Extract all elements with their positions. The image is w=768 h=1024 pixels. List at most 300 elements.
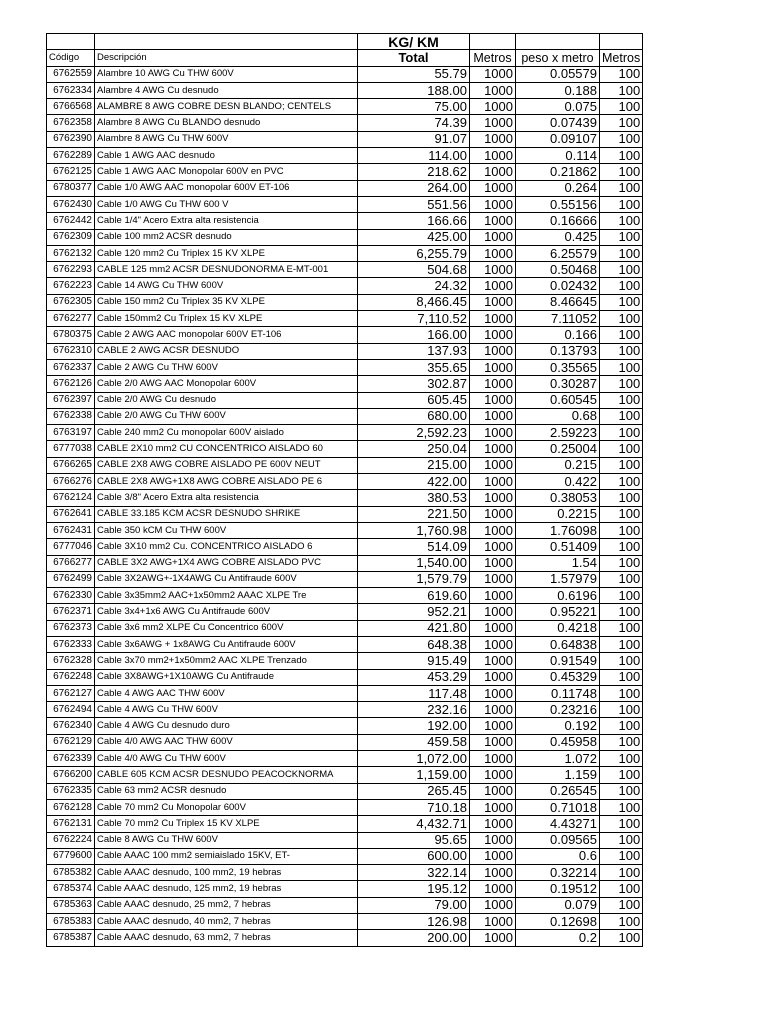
code-cell: 6762338 — [47, 408, 95, 424]
description-cell: CABLE 3X2 AWG+1X4 AWG COBRE AISLADO PVC — [95, 555, 358, 571]
metros2-cell: 100 — [600, 914, 643, 930]
code-cell: 6762333 — [47, 636, 95, 652]
code-cell: 6766265 — [47, 457, 95, 473]
table-row — [47, 408, 643, 424]
peso-cell: 1.159 — [516, 767, 600, 783]
kg-km-header: KG/ KM — [358, 34, 470, 50]
table-row — [47, 131, 643, 147]
description-cell: Cable 8 AWG Cu THW 600V — [95, 832, 358, 848]
code-cell: 6766276 — [47, 474, 95, 490]
total-cell: 605.45 — [358, 392, 470, 408]
code-cell: 6762371 — [47, 604, 95, 620]
table-row — [47, 653, 643, 669]
description-cell: Cable 1 AWG AAC Monopolar 600V en PVC — [95, 164, 358, 180]
description-cell: Cable 100 mm2 ACSR desnudo — [95, 229, 358, 245]
metros-cell: 1000 — [470, 571, 516, 587]
description-cell: Cable 3x4+1x6 AWG Cu Antifraude 600V — [95, 604, 358, 620]
total-cell: 1,540.00 — [358, 555, 470, 571]
metros2-cell: 100 — [600, 213, 643, 229]
metros-cell: 1000 — [470, 82, 516, 98]
metros-cell: 1000 — [470, 245, 516, 261]
peso-cell: 0.07439 — [516, 115, 600, 131]
metros-cell: 1000 — [470, 620, 516, 636]
metros2-cell: 100 — [600, 848, 643, 864]
code-cell: 6762131 — [47, 816, 95, 832]
code-cell: 6762559 — [47, 66, 95, 82]
description-cell: Cable AAAC desnudo, 25 mm2, 7 hebras — [95, 897, 358, 913]
metros-cell: 1000 — [470, 474, 516, 490]
peso-cell: 0.21862 — [516, 164, 600, 180]
table-row — [47, 571, 643, 587]
metros2-cell: 100 — [600, 783, 643, 799]
metros2-cell: 100 — [600, 66, 643, 82]
metros2-cell: 100 — [600, 669, 643, 685]
peso-cell: 1.57979 — [516, 571, 600, 587]
total-cell: 1,072.00 — [358, 751, 470, 767]
table-row — [47, 588, 643, 604]
blank-cell — [600, 34, 643, 50]
metros2-cell: 100 — [600, 99, 643, 115]
peso-cell: 7.11052 — [516, 311, 600, 327]
code-cell: 6780375 — [47, 327, 95, 343]
description-cell: Cable 350 kCM Cu THW 600V — [95, 522, 358, 538]
blank-cell — [95, 34, 358, 50]
table-row — [47, 229, 643, 245]
total-cell: 619.60 — [358, 588, 470, 604]
metros2-cell: 100 — [600, 180, 643, 196]
metros-cell: 1000 — [470, 441, 516, 457]
metros-cell: 1000 — [470, 148, 516, 164]
total-cell: 265.45 — [358, 783, 470, 799]
code-cell: 6762129 — [47, 734, 95, 750]
metros-cell: 1000 — [470, 164, 516, 180]
total-cell: 195.12 — [358, 881, 470, 897]
total-cell: 24.32 — [358, 278, 470, 294]
peso-cell: 0.23216 — [516, 702, 600, 718]
code-cell: 6762127 — [47, 685, 95, 701]
metros-cell: 1000 — [470, 278, 516, 294]
total-cell: 166.00 — [358, 327, 470, 343]
peso-cell: 0.60545 — [516, 392, 600, 408]
code-cell: 6762309 — [47, 229, 95, 245]
total-cell: 1,579.79 — [358, 571, 470, 587]
metros2-cell: 100 — [600, 832, 643, 848]
metros-cell: 1000 — [470, 930, 516, 946]
metros2-cell: 100 — [600, 734, 643, 750]
metros-cell: 1000 — [470, 783, 516, 799]
table-row — [47, 490, 643, 506]
code-cell: 6762397 — [47, 392, 95, 408]
total-cell: 200.00 — [358, 930, 470, 946]
table-row — [47, 425, 643, 441]
metros-cell: 1000 — [470, 213, 516, 229]
peso-cell: 4.43271 — [516, 816, 600, 832]
total-cell: 8,466.45 — [358, 294, 470, 310]
table-row — [47, 914, 643, 930]
peso-cell: 0.13793 — [516, 343, 600, 359]
total-cell: 952.21 — [358, 604, 470, 620]
code-cell: 6762132 — [47, 245, 95, 261]
total-cell: 192.00 — [358, 718, 470, 734]
peso-cell: 6.25579 — [516, 245, 600, 261]
table-row — [47, 636, 643, 652]
total-cell: 600.00 — [358, 848, 470, 864]
metros2-cell: 100 — [600, 164, 643, 180]
table-row — [47, 457, 643, 473]
description-cell: CABLE 2 AWG ACSR DESNUDO — [95, 343, 358, 359]
description-cell: Cable 3/8" Acero Extra alta resistencia — [95, 490, 358, 506]
metros2-cell: 100 — [600, 327, 643, 343]
metros2-cell: 100 — [600, 196, 643, 212]
table-row — [47, 930, 643, 946]
metros2-cell: 100 — [600, 457, 643, 473]
total-cell: 6,255.79 — [358, 245, 470, 261]
code-cell: 6763197 — [47, 425, 95, 441]
code-cell: 6762430 — [47, 196, 95, 212]
table-row — [47, 620, 643, 636]
code-cell: 6762126 — [47, 376, 95, 392]
description-cell: Alambre 8 AWG Cu THW 600V — [95, 131, 358, 147]
metros-cell: 1000 — [470, 799, 516, 815]
table-row — [47, 474, 643, 490]
table-row — [47, 816, 643, 832]
peso-cell: 0.425 — [516, 229, 600, 245]
description-cell: Cable 1 AWG AAC desnudo — [95, 148, 358, 164]
metros2-cell: 100 — [600, 865, 643, 881]
metros-cell: 1000 — [470, 685, 516, 701]
metros2-cell: 100 — [600, 555, 643, 571]
peso-cell: 0.114 — [516, 148, 600, 164]
total-cell: 117.48 — [358, 685, 470, 701]
description-cell: Cable 3X2AWG+-1X4AWG Cu Antifraude 600V — [95, 571, 358, 587]
description-cell: ALAMBRE 8 AWG COBRE DESN BLANDO; CENTELS — [95, 99, 358, 115]
code-cell: 6762293 — [47, 262, 95, 278]
description-cell: CABLE 33.185 KCM ACSR DESNUDO SHRIKE — [95, 506, 358, 522]
peso-cell: 0.4218 — [516, 620, 600, 636]
metros2-cell: 100 — [600, 588, 643, 604]
metros-cell: 1000 — [470, 457, 516, 473]
description-cell: Cable 3x70 mm2+1x50mm2 AAC XLPE Trenzado — [95, 653, 358, 669]
table-row — [47, 213, 643, 229]
table-row — [47, 262, 643, 278]
description-cell: CABLE 125 mm2 ACSR DESNUDONORMA E-MT-001 — [95, 262, 358, 278]
peso-cell: 0.55156 — [516, 196, 600, 212]
metros2-cell: 100 — [600, 262, 643, 278]
peso-cell: 0.12698 — [516, 914, 600, 930]
metros-cell: 1000 — [470, 555, 516, 571]
blank-cell — [470, 34, 516, 50]
code-cell: 6762334 — [47, 82, 95, 98]
peso-cell: 0.68 — [516, 408, 600, 424]
metros-cell: 1000 — [470, 327, 516, 343]
code-cell: 6785387 — [47, 930, 95, 946]
total-cell: 710.18 — [358, 799, 470, 815]
total-cell: 504.68 — [358, 262, 470, 278]
metros2-cell: 100 — [600, 751, 643, 767]
code-cell: 6762358 — [47, 115, 95, 131]
description-cell: Cable 4/0 AWG AAC THW 600V — [95, 734, 358, 750]
code-cell: 6785383 — [47, 914, 95, 930]
metros2-cell: 100 — [600, 425, 643, 441]
code-cell: 6785374 — [47, 881, 95, 897]
table-row — [47, 718, 643, 734]
metros2-cell: 100 — [600, 343, 643, 359]
peso-cell: 0.075 — [516, 99, 600, 115]
description-cell: CABLE 2X8 AWG COBRE AISLADO PE 600V NEUT — [95, 457, 358, 473]
metros-cell: 1000 — [470, 229, 516, 245]
code-cell: 6762442 — [47, 213, 95, 229]
peso-cell: 0.26545 — [516, 783, 600, 799]
description-cell: Cable 1/0 AWG AAC monopolar 600V ET-106 — [95, 180, 358, 196]
description-cell: Cable 14 AWG Cu THW 600V — [95, 278, 358, 294]
total-cell: 322.14 — [358, 865, 470, 881]
metros2-cell: 100 — [600, 522, 643, 538]
peso-cell: 0.2 — [516, 930, 600, 946]
table-row — [47, 359, 643, 375]
table-row — [47, 164, 643, 180]
code-cell: 6762431 — [47, 522, 95, 538]
metros-cell: 1000 — [470, 539, 516, 555]
metros-cell: 1000 — [470, 294, 516, 310]
metros2-cell: 100 — [600, 490, 643, 506]
metros2-cell: 100 — [600, 685, 643, 701]
peso-cell: 0.215 — [516, 457, 600, 473]
peso-cell: 0.166 — [516, 327, 600, 343]
table-row — [47, 539, 643, 555]
peso-header: peso x metro — [516, 50, 600, 66]
metros-cell: 1000 — [470, 262, 516, 278]
total-cell: 302.87 — [358, 376, 470, 392]
total-cell: 459.58 — [358, 734, 470, 750]
metros-cell: 1000 — [470, 718, 516, 734]
total-cell: 7,110.52 — [358, 311, 470, 327]
metros2-cell: 100 — [600, 816, 643, 832]
metros-cell: 1000 — [470, 131, 516, 147]
peso-cell: 8.46645 — [516, 294, 600, 310]
metros-cell: 1000 — [470, 767, 516, 783]
total-cell: 250.04 — [358, 441, 470, 457]
total-cell: 453.29 — [358, 669, 470, 685]
peso-cell: 0.079 — [516, 897, 600, 913]
peso-cell: 0.05579 — [516, 66, 600, 82]
peso-cell: 0.51409 — [516, 539, 600, 555]
table-row — [47, 82, 643, 98]
metros-cell: 1000 — [470, 99, 516, 115]
peso-cell: 0.35565 — [516, 359, 600, 375]
table-row — [47, 343, 643, 359]
total-cell: 680.00 — [358, 408, 470, 424]
blank-cell — [516, 34, 600, 50]
peso-cell: 0.91549 — [516, 653, 600, 669]
peso-cell: 0.25004 — [516, 441, 600, 457]
total-cell: 380.53 — [358, 490, 470, 506]
metros-cell: 1000 — [470, 343, 516, 359]
metros-cell: 1000 — [470, 653, 516, 669]
metros-cell: 1000 — [470, 751, 516, 767]
code-cell: 6762373 — [47, 620, 95, 636]
description-cell: Cable 2/0 AWG AAC Monopolar 600V — [95, 376, 358, 392]
metros2-cell: 100 — [600, 604, 643, 620]
code-cell: 6766568 — [47, 99, 95, 115]
total-cell: 218.62 — [358, 164, 470, 180]
description-cell: Cable AAAC desnudo, 100 mm2, 19 hebras — [95, 865, 358, 881]
table-row — [47, 441, 643, 457]
table-row — [47, 767, 643, 783]
peso-cell: 0.422 — [516, 474, 600, 490]
total-cell: 126.98 — [358, 914, 470, 930]
metros-cell: 1000 — [470, 604, 516, 620]
metros-cell: 1000 — [470, 115, 516, 131]
total-cell: 188.00 — [358, 82, 470, 98]
peso-cell: 0.45958 — [516, 734, 600, 750]
peso-cell: 0.6 — [516, 848, 600, 864]
code-cell: 6762390 — [47, 131, 95, 147]
peso-cell: 0.192 — [516, 718, 600, 734]
metros2-cell: 100 — [600, 881, 643, 897]
description-cell: Cable 1/0 AWG Cu THW 600 V — [95, 196, 358, 212]
metros2-cell: 100 — [600, 311, 643, 327]
blank-cell — [47, 34, 95, 50]
metros2-header: Metros — [600, 50, 643, 66]
code-cell: 6777046 — [47, 539, 95, 555]
description-cell: Cable 240 mm2 Cu monopolar 600V aislado — [95, 425, 358, 441]
metros-cell: 1000 — [470, 376, 516, 392]
peso-cell: 0.2215 — [516, 506, 600, 522]
total-cell: 75.00 — [358, 99, 470, 115]
table-row — [47, 783, 643, 799]
table-row — [47, 734, 643, 750]
table-row — [47, 148, 643, 164]
description-cell: Cable 63 mm2 ACSR desnudo — [95, 783, 358, 799]
total-header: Total — [358, 50, 470, 66]
description-cell: Cable 4/0 AWG Cu THW 600V — [95, 751, 358, 767]
table-row — [47, 865, 643, 881]
total-cell: 355.65 — [358, 359, 470, 375]
description-cell: CABLE 2X8 AWG+1X8 AWG COBRE AISLADO PE 6 — [95, 474, 358, 490]
total-cell: 514.09 — [358, 539, 470, 555]
peso-cell: 0.11748 — [516, 685, 600, 701]
codigo-header: Código — [47, 50, 95, 66]
table-row — [47, 702, 643, 718]
table-row — [47, 897, 643, 913]
peso-cell: 0.09565 — [516, 832, 600, 848]
code-cell: 6762494 — [47, 702, 95, 718]
total-cell: 55.79 — [358, 66, 470, 82]
metros2-cell: 100 — [600, 702, 643, 718]
metros2-cell: 100 — [600, 636, 643, 652]
peso-cell: 0.19512 — [516, 881, 600, 897]
peso-cell: 1.072 — [516, 751, 600, 767]
metros-cell: 1000 — [470, 311, 516, 327]
peso-cell: 0.38053 — [516, 490, 600, 506]
description-cell: Cable AAAC desnudo, 63 mm2, 7 hebras — [95, 930, 358, 946]
metros2-cell: 100 — [600, 278, 643, 294]
metros-cell: 1000 — [470, 66, 516, 82]
total-cell: 422.00 — [358, 474, 470, 490]
total-cell: 551.56 — [358, 196, 470, 212]
metros2-cell: 100 — [600, 799, 643, 815]
peso-cell: 0.45329 — [516, 669, 600, 685]
description-cell: Cable 3x35mm2 AAC+1x50mm2 AAAC XLPE Tre — [95, 588, 358, 604]
table-row — [47, 555, 643, 571]
description-cell: Cable AAAC desnudo, 40 mm2, 7 hebras — [95, 914, 358, 930]
table-row — [47, 751, 643, 767]
metros-cell: 1000 — [470, 636, 516, 652]
table-row — [47, 278, 643, 294]
table-row — [47, 604, 643, 620]
total-cell: 421.80 — [358, 620, 470, 636]
table-row — [47, 392, 643, 408]
peso-cell: 0.64838 — [516, 636, 600, 652]
metros-cell: 1000 — [470, 734, 516, 750]
total-cell: 1,159.00 — [358, 767, 470, 783]
total-cell: 215.00 — [358, 457, 470, 473]
description-cell: CABLE 605 KCM ACSR DESNUDO PEACOCKNORMA — [95, 767, 358, 783]
metros-cell: 1000 — [470, 392, 516, 408]
description-cell: Alambre 4 AWG Cu desnudo — [95, 82, 358, 98]
metros2-cell: 100 — [600, 359, 643, 375]
header-row-2 — [47, 50, 643, 66]
code-cell: 6762335 — [47, 783, 95, 799]
code-cell: 6785363 — [47, 897, 95, 913]
code-cell: 6762499 — [47, 571, 95, 587]
total-cell: 232.16 — [358, 702, 470, 718]
description-cell: Cable 2/0 AWG Cu THW 600V — [95, 408, 358, 424]
description-cell: Cable 4 AWG Cu desnudo duro — [95, 718, 358, 734]
peso-cell: 0.71018 — [516, 799, 600, 815]
code-cell: 6762340 — [47, 718, 95, 734]
metros-cell: 1000 — [470, 702, 516, 718]
code-cell: 6785382 — [47, 865, 95, 881]
peso-cell: 0.95221 — [516, 604, 600, 620]
peso-cell: 0.16666 — [516, 213, 600, 229]
metros2-cell: 100 — [600, 392, 643, 408]
code-cell: 6762641 — [47, 506, 95, 522]
peso-cell: 0.6196 — [516, 588, 600, 604]
peso-cell: 0.188 — [516, 82, 600, 98]
description-cell: Cable 4 AWG AAC THW 600V — [95, 685, 358, 701]
code-cell: 6762124 — [47, 490, 95, 506]
code-cell: 6762328 — [47, 653, 95, 669]
descripcion-header: Descripción — [95, 50, 358, 66]
metros2-cell: 100 — [600, 506, 643, 522]
code-cell: 6777038 — [47, 441, 95, 457]
table-row — [47, 196, 643, 212]
description-cell: Alambre 8 AWG Cu BLANDO desnudo — [95, 115, 358, 131]
total-cell: 264.00 — [358, 180, 470, 196]
code-cell: 6762339 — [47, 751, 95, 767]
code-cell: 6762337 — [47, 359, 95, 375]
metros2-cell: 100 — [600, 245, 643, 261]
table-row — [47, 848, 643, 864]
metros2-cell: 100 — [600, 474, 643, 490]
code-cell: 6762305 — [47, 294, 95, 310]
description-cell: Cable 150mm2 Cu Triplex 15 KV XLPE — [95, 311, 358, 327]
total-cell: 1,760.98 — [358, 522, 470, 538]
code-cell: 6762310 — [47, 343, 95, 359]
table-row — [47, 294, 643, 310]
table-row — [47, 245, 643, 261]
peso-cell: 1.76098 — [516, 522, 600, 538]
total-cell: 4,432.71 — [358, 816, 470, 832]
code-cell: 6766200 — [47, 767, 95, 783]
table-row — [47, 881, 643, 897]
metros2-cell: 100 — [600, 229, 643, 245]
metros-cell: 1000 — [470, 897, 516, 913]
metros-cell: 1000 — [470, 408, 516, 424]
code-cell: 6779600 — [47, 848, 95, 864]
description-cell: Cable 120 mm2 Cu Triplex 15 KV XLPE — [95, 245, 358, 261]
